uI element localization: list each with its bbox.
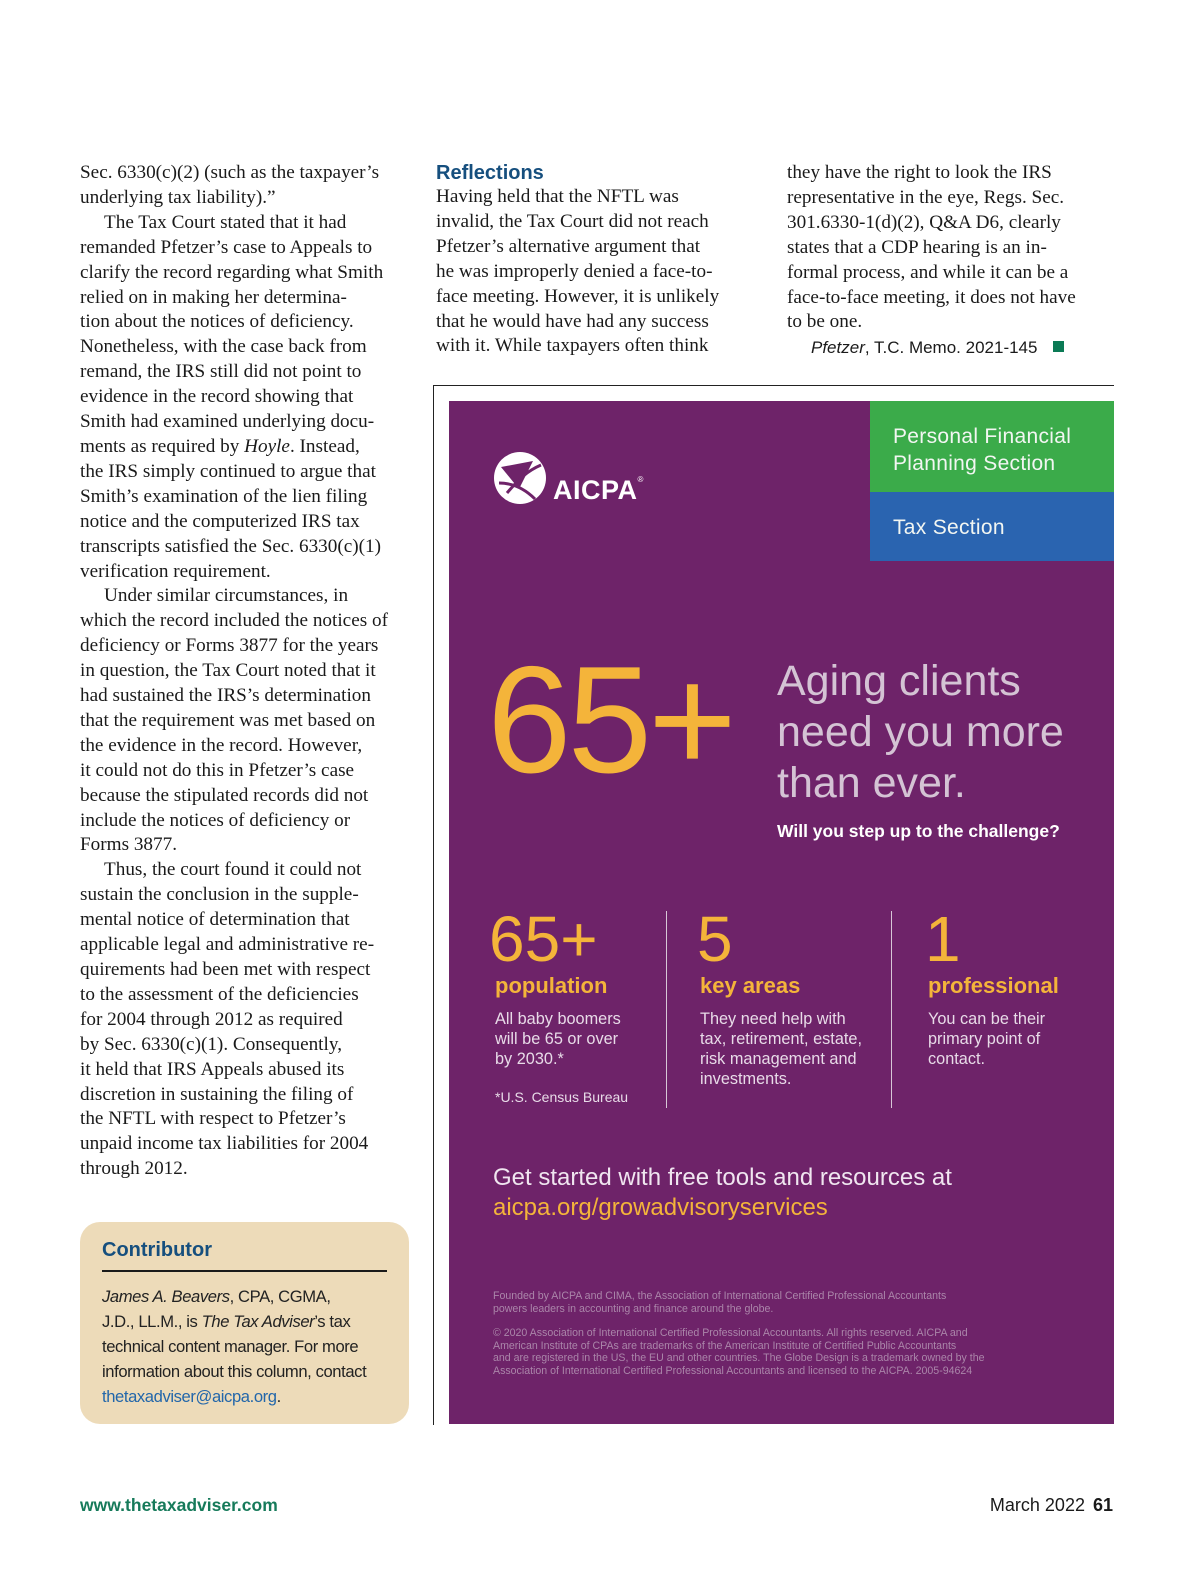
stat-body-population: All baby boomers will be 65 or over by 2030.* <box>495 1010 621 1068</box>
tab-tax-section: Tax Section <box>870 492 1114 561</box>
ad-fine-print-founded: Founded by AICPA and CIMA, the Association of International Certified Professional Accountants powers leaders in accounting and finance around the globe. <box>493 1290 947 1315</box>
contributor-rule <box>102 1270 387 1272</box>
paragraph-remand: The Tax Court stated that it had remanded Pfetzer’s case to Appeals to clarify the record regarding what Smith relied on in making her determina- tion about the notices of deficiency. Nonetheless, with the case back from remand, the IRS still did not point to evidence in the record showing that Smith had examined underlying docu- ments as required by Hoyle. Instead, the IRS simply continued to argue that Smith’s examination of the lien filing notice and the computerized IRS tax transcripts satisfied the Sec. 6330(c)(1) verification requirement. <box>80 211 384 582</box>
stat-label-professional: professional <box>928 973 1059 998</box>
paragraph-similar-circumstances: Under similar circumstances, in which the record included the notices of deficiency or Forms 3877 for the years in question, the Tax Court noted that it had sustained the IRS’s determination that the requirement was met based on the evidence in the record. However, it could not do this in Pfetzer’s case because the stipulated records did not include the notices of deficiency or Forms 3877. <box>80 585 388 856</box>
stat-label-key-areas: key areas <box>700 973 801 998</box>
article-column-2 <box>436 161 746 359</box>
issue-date: March 2022 <box>989 1495 1085 1515</box>
end-mark-icon <box>1053 341 1064 352</box>
stat-body-key-areas: They need help with tax, retirement, estate, risk management and investments. <box>700 1010 862 1088</box>
article-column-1 <box>80 161 420 1182</box>
paragraph-reflections-cont: they have the right to look the IRS representative in the eye, Regs. Sec. 301.6330-1(d)(2), Q&A D6, clearly states that a CDP hearing is an in- formal process, and while it can be a face-to-face meeting, it does not have to be one. <box>787 162 1076 333</box>
ad-frame-left-rule <box>433 385 434 1425</box>
case-citation: Pfetzer, T.C. Memo. 2021-145 <box>787 336 1102 361</box>
contributor-box <box>80 1222 409 1424</box>
footer-date-page <box>990 1495 1113 1516</box>
paragraph-conclusion: Thus, the court found it could not sustain the conclusion in the supple- mental notice of determination that applicable legal and administrative re- quirements had been met with respect to the assessment of the deficiencies for 2004 through 2012 as required by Sec. 6330(c)(1). Consequently, it held that IRS Appeals abused its discretion in sustaining the filing of the NFTL with respect to Pfetzer’s unpaid income tax liabilities for 2004 through 2012. <box>80 859 375 1180</box>
paragraph-continued: Sec. 6330(c)(2) (such as the taxpayer’s underlying tax liability).” <box>80 162 380 208</box>
stat-footnote-census: *U.S. Census Bureau <box>495 1089 629 1105</box>
ad-challenge: Will you step up to the challenge? <box>777 821 1060 841</box>
section-heading-reflections: Reflections <box>436 162 544 184</box>
case-name-hoyle: Hoyle <box>244 435 290 457</box>
contributor-heading: Contributor <box>102 1239 212 1261</box>
stat-divider <box>891 911 892 1108</box>
ad-cta-url-link[interactable]: aicpa.org/growadvisoryservices <box>493 1194 828 1221</box>
stat-number-professional: 1 <box>925 903 961 975</box>
aicpa-advertisement[interactable] <box>449 401 1114 1424</box>
stat-body-professional: You can be their primary point of contact. <box>928 1010 1046 1068</box>
paragraph-reflections: Having held that the NFTL was invalid, the Tax Court did not reach Pfetzer’s alternative argument that he was improperly denied a face-to- face meeting. However, it is unlikely that he would have had any success with it. While taxpayers often think <box>436 186 720 357</box>
contributor-bio: James A. Beavers, CPA, CGMA, J.D., LL.M., is The Tax Adviser’s tax technical content manager. For more information about this column, contact thetaxadviser@aicpa.org. <box>102 1287 367 1406</box>
ad-cta-text: Get started with free tools and resources at <box>493 1164 952 1191</box>
stat-divider <box>666 911 667 1108</box>
tab-personal-financial-planning: Personal Financial Planning Section <box>870 401 1114 492</box>
article-column-3 <box>787 161 1102 361</box>
ad-fine-print-copyright: © 2020 Association of International Certified Professional Accountants. All rights reserved. AICPA and American Institute of CPAs are trademarks of the American Institute of Certified Public Accountants and are registered in the US, the EU and other countries. The Globe Design is a trademark owned by the Association of International Certified Professional Accountants and licensed to the AICPA. 2005-94624 <box>493 1327 985 1377</box>
aicpa-logo: AICPA® <box>491 449 651 509</box>
ad-frame-top-rule <box>433 385 1114 386</box>
contributor-email-link[interactable]: thetaxadviser@aicpa.org <box>102 1387 277 1406</box>
big-number-65-plus: 65+ <box>487 635 733 805</box>
stat-label-population: population <box>495 973 608 998</box>
stat-number-population: 65+ <box>489 903 598 975</box>
page-number: 61 <box>1092 1495 1113 1515</box>
stat-number-key-areas: 5 <box>697 903 733 975</box>
ad-headline: Aging clients need you more than ever. <box>777 657 1064 807</box>
aicpa-globe-icon <box>491 449 549 507</box>
footer-website-link[interactable]: www.thetaxadviser.com <box>80 1495 278 1515</box>
